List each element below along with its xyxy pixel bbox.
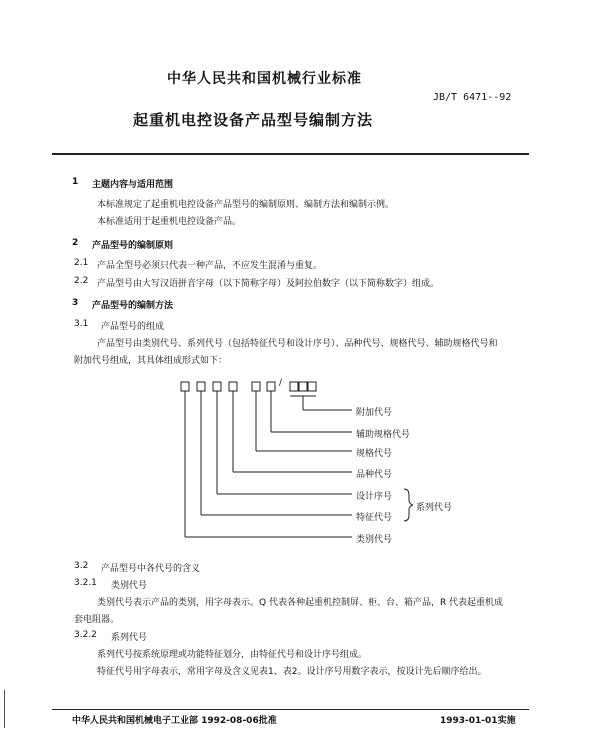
section-1-title: 主题内容与适用范围: [92, 180, 174, 190]
series-brace: [404, 489, 413, 521]
section-1-paragraph-1: 本标准规定了起重机电控设备产品型号的编制原则、编制方法和编制示例。: [97, 200, 395, 210]
label-feature-code: 特征代号: [356, 513, 393, 523]
clause-3-2-1-paragraph-1: 类别代号表示产品的类别，用字母表示。Q 代表各种起重机控制屏、柜、台、箱产品，R 代表起重机成: [97, 598, 504, 608]
clause-3-2-2-paragraph-2: 特征代号用字母表示，常用字母及含义见表1、表2。设计序号用数字表示，按设计先后顺序给出。: [97, 667, 487, 677]
footer-rule: [52, 709, 529, 710]
code-box-feature: [197, 382, 205, 391]
clause-3-1-number: 3.1: [74, 319, 89, 329]
label-spec-code: 规格代号: [356, 449, 393, 459]
clause-3-2-number: 3.2: [74, 561, 89, 571]
document-title: 起重机电控设备产品型号编制方法: [133, 111, 374, 129]
clause-3-2-2-paragraph-1: 系列代号按系统原理或功能特征划分，由特征代号和设计序号组成。: [97, 650, 368, 660]
label-series-code: 系列代号: [416, 503, 453, 513]
standard-name: 中华人民共和国机械行业标准: [167, 71, 362, 87]
clause-2-1-number: 2.1: [74, 258, 89, 268]
clause-2-1-text: 产品全型号必须只代表一种产品，不应发生混淆与重复。: [97, 261, 323, 271]
section-1-number: 1: [72, 177, 79, 187]
label-variety-code: 品种代号: [356, 470, 393, 480]
scan-margin-mark: [4, 690, 8, 728]
section-1-paragraph-2: 本标准适用于起重机电控设备产品。: [97, 217, 242, 227]
section-3-number: 3: [72, 298, 79, 308]
standard-code: JB/T 6471--92: [433, 92, 512, 103]
label-category-code: 类别代号: [356, 535, 393, 545]
section-2-number: 2: [72, 238, 79, 248]
clause-3-2-title: 产品型号中各代号的含义: [101, 564, 201, 574]
code-box-aux-spec: [267, 382, 275, 391]
code-box-additional-1: [290, 382, 298, 391]
clause-3-2-1-paragraph-2: 套电阻器。: [74, 615, 120, 625]
code-box-variety: [229, 382, 237, 391]
clause-3-2-1-title: 类别代号: [111, 581, 148, 591]
code-box-additional-3: [308, 382, 316, 391]
code-box-category: [181, 382, 189, 391]
section-3-title: 产品型号的编制方法: [92, 301, 174, 311]
clause-3-1-paragraph-2: 附加代号组成，其具体组成形式如下：: [74, 356, 228, 366]
clause-2-2-text: 产品型号由大写汉语拼音字母（以下简称字母）及阿拉伯数字（以下简称数字）组成。: [97, 279, 440, 289]
clause-3-2-2-title: 系列代号: [111, 633, 148, 643]
label-design-seq: 设计序号: [356, 492, 393, 502]
label-aux-spec-code: 辅助规格代号: [356, 430, 411, 440]
footer-approval: 中华人民共和国机械电子工业部 1992-08-06批准: [72, 716, 277, 726]
clause-3-1-title: 产品型号的组成: [101, 322, 165, 332]
code-box-spec: [252, 382, 260, 391]
slash-separator: /: [279, 378, 283, 388]
clause-2-2-number: 2.2: [74, 276, 89, 286]
footer-effective-date: 1993-01-01实施: [440, 716, 516, 726]
label-additional-code: 附加代号: [356, 408, 393, 418]
clause-3-2-2-number: 3.2.2: [74, 630, 97, 640]
section-2-title: 产品型号的编制原则: [92, 241, 174, 251]
clause-3-1-paragraph-1: 产品型号由类别代号、系列代号（包括特征代号和设计序号）、品种代号、规格代号、辅助规格代号和: [97, 339, 498, 349]
code-box-design-seq: [213, 382, 221, 391]
clause-3-2-1-number: 3.2.1: [74, 578, 97, 588]
code-box-additional-2: [299, 382, 307, 391]
